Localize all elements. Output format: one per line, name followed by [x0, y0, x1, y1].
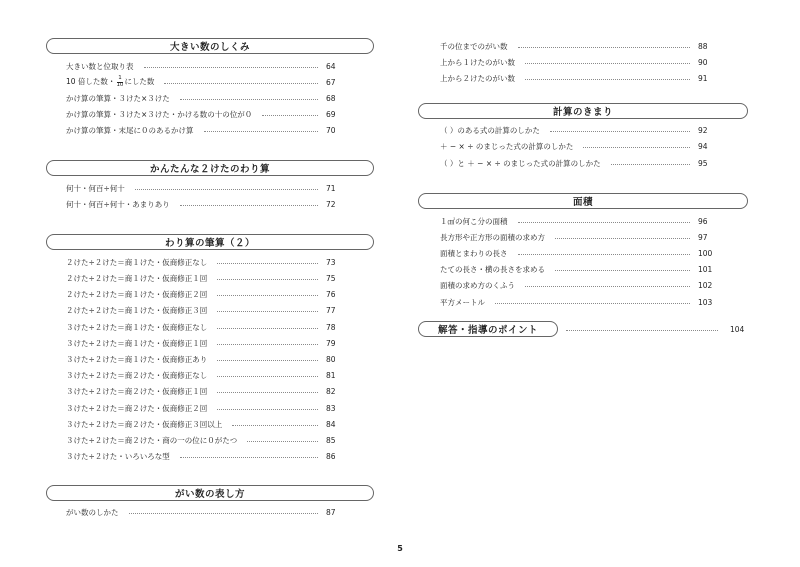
toc-entry[interactable]	[440, 229, 716, 245]
toc-entry[interactable]	[66, 180, 344, 196]
toc-section	[418, 103, 748, 172]
toc-entry[interactable]	[66, 368, 344, 384]
section-header	[46, 485, 374, 501]
toc-section	[46, 160, 374, 212]
entry-title: ２けた÷２けた＝商１けた・仮商修正３回	[66, 306, 208, 316]
entry-page: 76	[326, 290, 336, 300]
entry-title: 面積とまわりの長さ	[440, 249, 508, 259]
dot-leader	[217, 328, 318, 329]
section-title: わり算の筆算（２）	[164, 238, 255, 250]
toc-entry[interactable]	[440, 123, 716, 139]
entry-page: 100	[698, 249, 713, 259]
dot-leader	[217, 392, 318, 393]
toc-entry[interactable]	[66, 335, 344, 351]
entry-title: 千の位までのがい数	[440, 41, 508, 51]
dot-leader	[525, 286, 690, 287]
entry-title: ３けた÷２けた・いろいろな型	[66, 452, 170, 462]
section-title: 計算のきまり	[552, 106, 613, 118]
dot-leader	[495, 303, 690, 304]
entry-title: 面積の求め方のくふう	[440, 281, 515, 291]
toc-entry[interactable]	[66, 123, 344, 139]
entry-title: 上から２けたのがい数	[440, 73, 515, 83]
entry-page: 79	[326, 338, 336, 348]
dot-leader	[566, 330, 718, 331]
toc-entry[interactable]	[440, 139, 716, 155]
entry-title: ２けた÷２けた＝商１けた・仮商修正２回	[66, 290, 208, 300]
toc-right-column	[418, 38, 748, 338]
fraction	[116, 76, 123, 88]
entry-title: 何十・何百÷何十・あまりあり	[66, 199, 170, 209]
entry-title: ３けた÷２けた＝商２けた・仮商修正３回以上	[66, 419, 223, 429]
entry-title: １㎠の何こ分の面積	[440, 216, 508, 226]
entry-page: 96	[698, 216, 708, 226]
toc-answer-entry[interactable]	[418, 320, 748, 338]
entry-title-pre: 10 倍した数・	[66, 77, 116, 87]
entry-title: ３けた÷２けた＝商１けた・仮商修正あり	[66, 355, 208, 365]
toc-entry[interactable]	[66, 416, 344, 432]
dot-leader	[180, 205, 318, 206]
toc-entry[interactable]	[440, 246, 716, 262]
toc-entry[interactable]	[66, 74, 344, 90]
entry-page: 81	[326, 371, 336, 381]
toc-section	[46, 38, 374, 139]
toc-entry[interactable]	[440, 262, 716, 278]
entry-title: かけ算の筆算・３けた×３けた	[66, 93, 170, 103]
dot-leader	[262, 115, 318, 116]
fraction-denominator: 10	[116, 81, 124, 88]
entry-page: 77	[326, 306, 336, 316]
dot-leader	[518, 222, 691, 223]
entry-page: 71	[326, 183, 336, 193]
dot-leader	[135, 189, 318, 190]
entry-page: 92	[698, 126, 708, 136]
dot-leader	[164, 83, 318, 84]
answer-title: 解答・指導のポイント	[437, 325, 538, 337]
dot-leader	[204, 131, 319, 132]
entry-page: 73	[326, 257, 336, 267]
toc-continued-entries	[418, 38, 748, 87]
section-header	[46, 38, 374, 54]
toc-entry[interactable]	[66, 58, 344, 74]
entry-page: 85	[326, 435, 336, 445]
dot-leader	[555, 270, 690, 271]
entry-title: ＋ − × ÷ のまじった式の計算のしかた	[440, 142, 574, 152]
dot-leader	[550, 131, 690, 132]
toc-entry[interactable]	[66, 432, 344, 448]
toc-entry[interactable]	[66, 505, 344, 521]
entry-page: 103	[698, 297, 713, 307]
toc-entry[interactable]	[440, 278, 716, 294]
entry-page: 86	[326, 452, 336, 462]
entry-page: 67	[326, 77, 336, 87]
dot-leader	[217, 279, 318, 280]
entry-page: 91	[698, 73, 708, 83]
entry-page: 75	[326, 274, 336, 284]
entry-title: ３けた÷２けた＝商２けた・商の一の位に０がたつ	[66, 435, 238, 445]
entry-title: 何十・何百÷何十	[66, 183, 125, 193]
entry-title: 長方形や正方形の面積の求め方	[440, 232, 545, 242]
entry-title: がい数のしかた	[66, 508, 119, 518]
dot-leader	[518, 47, 691, 48]
toc-entry[interactable]	[66, 90, 344, 106]
dot-leader	[217, 344, 318, 345]
entry-title: たての長さ・横の長さを求める	[440, 265, 545, 275]
toc-entry[interactable]	[66, 319, 344, 335]
dot-leader	[232, 425, 318, 426]
entry-page: 78	[326, 322, 336, 332]
entry-title	[66, 76, 154, 88]
entry-title: ３けた÷２けた＝商１けた・仮商修正なし	[66, 322, 208, 332]
entry-page: 64	[326, 61, 336, 71]
entry-title: 上から１けたのがい数	[440, 57, 515, 67]
section-title: かんたんな２けたのわり算	[149, 163, 270, 175]
entry-page: 80	[326, 355, 336, 365]
entry-page: 68	[326, 93, 336, 103]
section-header	[418, 103, 748, 119]
entry-title-post: にした数	[124, 77, 155, 87]
entry-title: かけ算の筆算・３けた×３けた・かける数の十の位が０	[66, 110, 253, 120]
page-number: 5	[397, 544, 403, 553]
entry-title: ２けた÷２けた＝商１けた・仮商修正１回	[66, 274, 208, 284]
dot-leader	[247, 441, 318, 442]
answer-section-header	[418, 321, 558, 337]
dot-leader	[217, 409, 318, 410]
entry-title: ３けた÷２けた＝商１けた・仮商修正１回	[66, 338, 208, 348]
entry-page: 97	[698, 232, 708, 242]
entry-title: （ ）のある式の計算のしかた	[440, 126, 540, 136]
toc-left-column	[46, 38, 374, 541]
dot-leader	[525, 79, 690, 80]
section-header	[46, 160, 374, 176]
toc-section	[46, 234, 374, 464]
entry-page: 102	[698, 281, 713, 291]
dot-leader	[217, 360, 318, 361]
dot-leader	[555, 238, 690, 239]
dot-leader	[518, 254, 691, 255]
fraction-numerator: 1	[118, 75, 122, 82]
entry-title: 大きい数と位取り表	[66, 61, 134, 71]
entry-page: 69	[326, 110, 336, 120]
dot-leader	[583, 147, 690, 148]
entry-page: 90	[698, 57, 708, 67]
toc-entry[interactable]	[66, 351, 344, 367]
dot-leader	[129, 513, 319, 514]
dot-leader	[144, 67, 319, 68]
toc-entry[interactable]	[66, 449, 344, 465]
entry-title: かけ算の筆算・末尾に０のあるかけ算	[66, 126, 194, 136]
entry-page: 84	[326, 419, 336, 429]
section-title: 面積	[572, 197, 593, 209]
toc-entry[interactable]	[440, 213, 716, 229]
toc-entry[interactable]	[66, 287, 344, 303]
entry-page: 94	[698, 142, 708, 152]
entry-title: ２けた÷２けた＝商１けた・仮商修正なし	[66, 257, 208, 267]
section-title: 大きい数のしくみ	[169, 42, 250, 53]
entry-page: 83	[326, 403, 336, 413]
dot-leader	[525, 63, 690, 64]
toc-entry[interactable]	[66, 384, 344, 400]
dot-leader	[217, 311, 318, 312]
entry-page: 101	[698, 265, 713, 275]
section-header	[46, 234, 374, 250]
dot-leader	[217, 295, 318, 296]
entry-title: ３けた÷２けた＝商２けた・仮商修正１回	[66, 387, 208, 397]
toc-entry[interactable]	[440, 54, 716, 70]
entry-title: ３けた÷２けた＝商２けた・仮商修正２回	[66, 403, 208, 413]
dot-leader	[217, 263, 318, 264]
toc-entry[interactable]	[440, 294, 716, 310]
toc-section	[418, 193, 748, 310]
entry-title: （ ）と ＋ − × ÷ のまじった式の計算のしかた	[440, 158, 601, 168]
entry-page: 72	[326, 199, 336, 209]
entry-title: 平方メートル	[440, 297, 485, 307]
toc-section	[46, 485, 374, 521]
toc-entry[interactable]	[66, 254, 344, 270]
dot-leader	[180, 99, 318, 100]
toc-entry[interactable]	[440, 70, 716, 86]
toc-entry[interactable]	[66, 107, 344, 123]
entry-page: 87	[326, 508, 336, 518]
section-title: がい数の表し方	[174, 488, 245, 500]
toc-entry[interactable]	[66, 400, 344, 416]
toc-entry[interactable]	[66, 196, 344, 212]
toc-entry[interactable]	[440, 38, 716, 54]
entry-page: 70	[326, 126, 336, 136]
dot-leader	[217, 376, 318, 377]
toc-entry[interactable]	[66, 271, 344, 287]
section-header	[418, 193, 748, 209]
toc-entry[interactable]	[66, 303, 344, 319]
entry-page: 88	[698, 41, 708, 51]
toc-entry[interactable]	[440, 155, 716, 171]
dot-leader	[180, 457, 318, 458]
entry-title: ３けた÷２けた＝商２けた・仮商修正なし	[66, 371, 208, 381]
dot-leader	[611, 164, 690, 165]
entry-page: 82	[326, 387, 336, 397]
entry-page: 95	[698, 158, 708, 168]
entry-page: 104	[730, 324, 745, 334]
